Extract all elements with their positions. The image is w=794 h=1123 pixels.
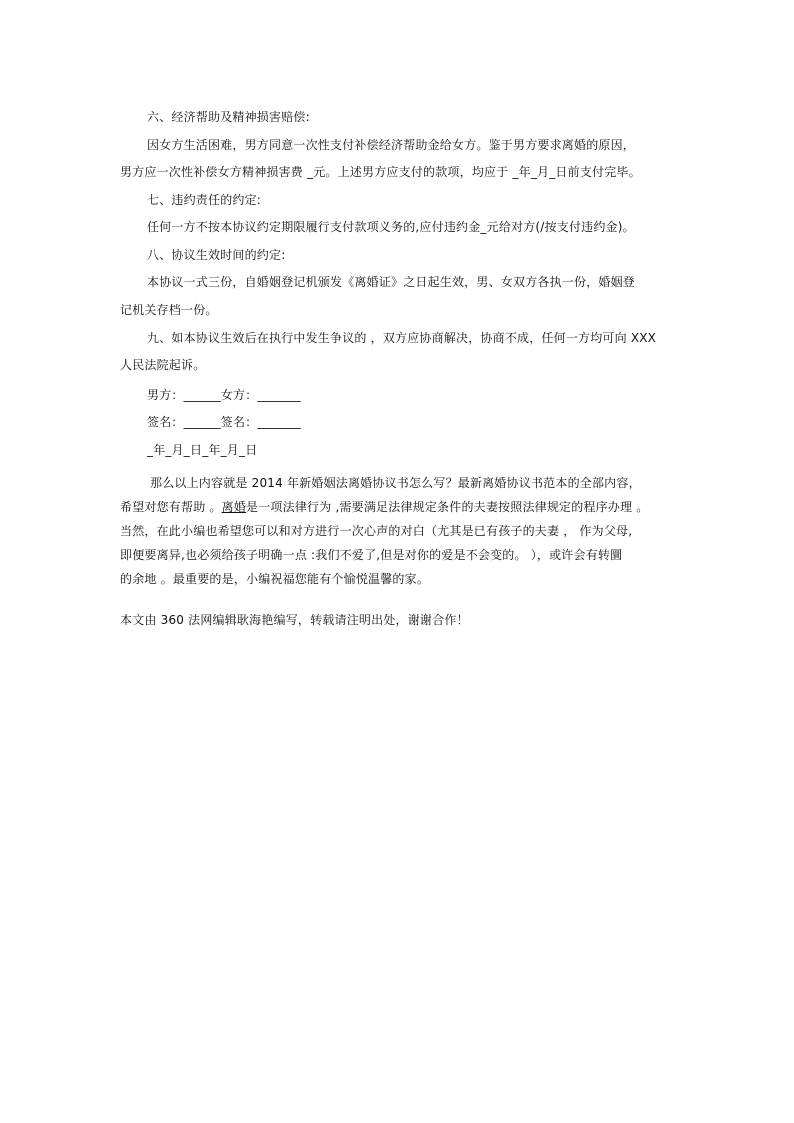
closing-line-5: 的余地 。最重要的是，小编祝福您能有个愉悦温馨的家。 [120, 572, 430, 586]
closing-line-1: 那么以上内容就是 2014 年新婚姻法离婚协议书怎么写？最新离婚协议书范本的全部内容， [150, 476, 641, 490]
footer-attribution-note: 本文由 360 法网编辑耿海艳编写，转载请注明出处，谢谢合作！ [120, 613, 469, 627]
section-6-paragraph-line-2: 男方应一次性补偿女方精神损害费 _元。上述男方应支付的款项，均应于 _年_月_日前支付完毕。 [120, 165, 641, 179]
section-8-paragraph-line-1: 本协议一式三份，自婚姻登记机颁发《离婚证》之日起生效，男、女双方各执一份，婚姻登 [147, 275, 636, 289]
closing-line-2-suffix: 是一项法律行为 ,需要满足法律规定条件的夫妻按照法律规定的程序办理 。 [246, 500, 649, 514]
section-7-paragraph: 任何一方不按本协议约定期限履行支付款项义务的,应付违约金_元给对方(/按支付违约金)。 [147, 220, 635, 234]
section-6-paragraph-line-1: 因女方生活困难，男方同意一次性支付补偿经济帮助金给女方。鉴于男方要求离婚的原因， [147, 138, 636, 152]
closing-line-2-prefix: 希望对您有帮助 。 [120, 500, 222, 514]
section-8-paragraph-line-2: 记机关存档一份。 [120, 303, 218, 317]
section-6-heading: 六、经济帮助及精神损害赔偿: [147, 110, 310, 124]
section-7-heading: 七、违约责任的约定: [147, 193, 262, 207]
closing-line-2 [120, 499, 648, 515]
divorce-link[interactable]: 离婚 [221, 500, 247, 514]
closing-line-4: 即便要离异,也必须给孩子明确一点 :我们不爱了,但是对你的爱是不会变的。 ），或许会有转圜 [120, 548, 623, 562]
section-8-heading: 八、协议生效时间的约定: [147, 248, 286, 262]
signature-dates-line: _年_月_日_年_月_日 [147, 443, 258, 457]
section-9-paragraph-line-2: 人民法院起诉。 [120, 358, 206, 372]
section-9-paragraph-line-1: 九、如本协议生效后在执行中发生争议的 ，双方应协商解决，协商不成，任何一方均可向 XXX [147, 331, 657, 345]
signature-parties-line: 男方：______女方：_______ [147, 388, 301, 402]
signature-sign-line: 签名：______签名：_______ [147, 415, 301, 429]
closing-line-3: 当然，在此小编也希望您可以和对方进行一次心声的对白（尤其是已有孩子的夫妻 ， 作为父母, [120, 524, 633, 538]
